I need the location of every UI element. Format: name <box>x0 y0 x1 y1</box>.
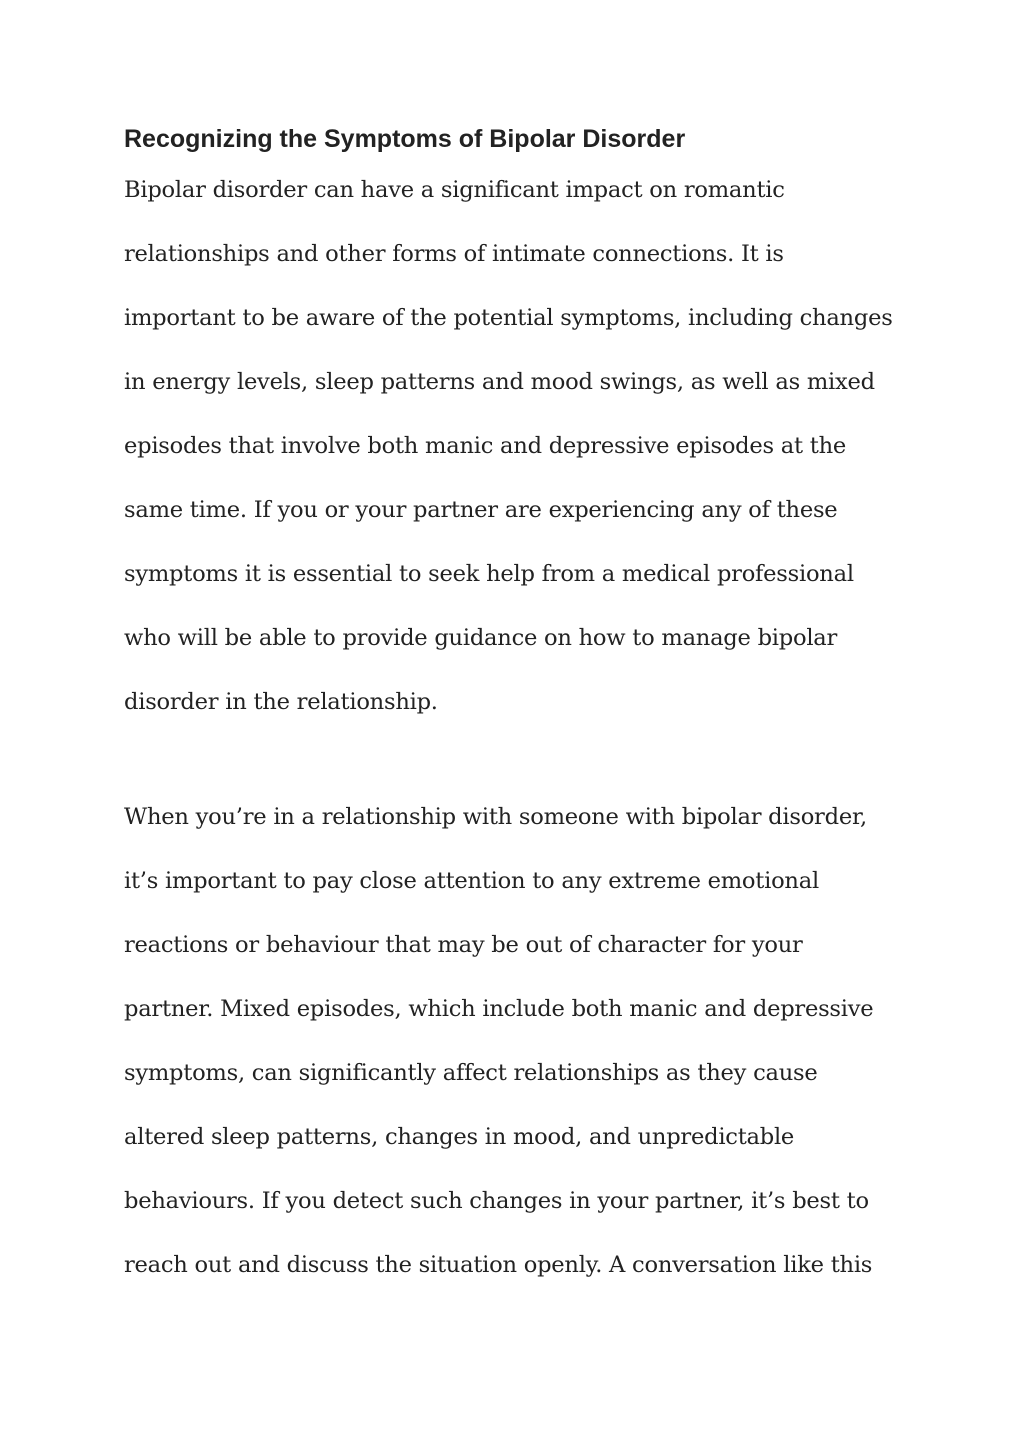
paragraph-1-line-5: episodes that involve both manic and depressive episodes at the <box>124 433 847 459</box>
paragraph-2-line-7: behaviours. If you detect such changes in your partner, it’s best to <box>124 1188 869 1214</box>
paragraph-2-line-4: partner. Mixed episodes, which include both manic and depressive <box>124 996 874 1022</box>
paragraph-1-line-4: in energy levels, sleep patterns and mood swings, as well as mixed <box>124 369 875 395</box>
paragraph-1-line-7: symptoms it is essential to seek help from a medical professional <box>124 561 854 587</box>
paragraph-1-line-3: important to be aware of the potential symptoms, including changes <box>124 305 893 331</box>
paragraph-1-line-1: Bipolar disorder can have a significant impact on romantic <box>124 177 785 203</box>
paragraph-1-line-9: disorder in the relationship. <box>124 689 438 715</box>
paragraph-1-line-2: relationships and other forms of intimate connections. It is <box>124 241 784 267</box>
paragraph-2-line-1: When you’re in a relationship with someone with bipolar disorder, <box>124 804 867 830</box>
paragraph-1-line-8: who will be able to provide guidance on how to manage bipolar <box>124 625 838 651</box>
section-heading: Recognizing the Symptoms of Bipolar Disorder <box>124 125 686 153</box>
paragraph-2-line-3: reactions or behaviour that may be out of character for your <box>124 932 803 958</box>
paragraph-2-line-2: it’s important to pay close attention to any extreme emotional <box>124 868 819 894</box>
paragraph-2-line-6: altered sleep patterns, changes in mood, and unpredictable <box>124 1124 795 1150</box>
paragraph-1-line-6: same time. If you or your partner are experiencing any of these <box>124 497 838 523</box>
paragraph-2-line-5: symptoms, can significantly affect relationships as they cause <box>124 1060 818 1086</box>
paragraph-2-line-8: reach out and discuss the situation openly. A conversation like this <box>124 1252 873 1278</box>
